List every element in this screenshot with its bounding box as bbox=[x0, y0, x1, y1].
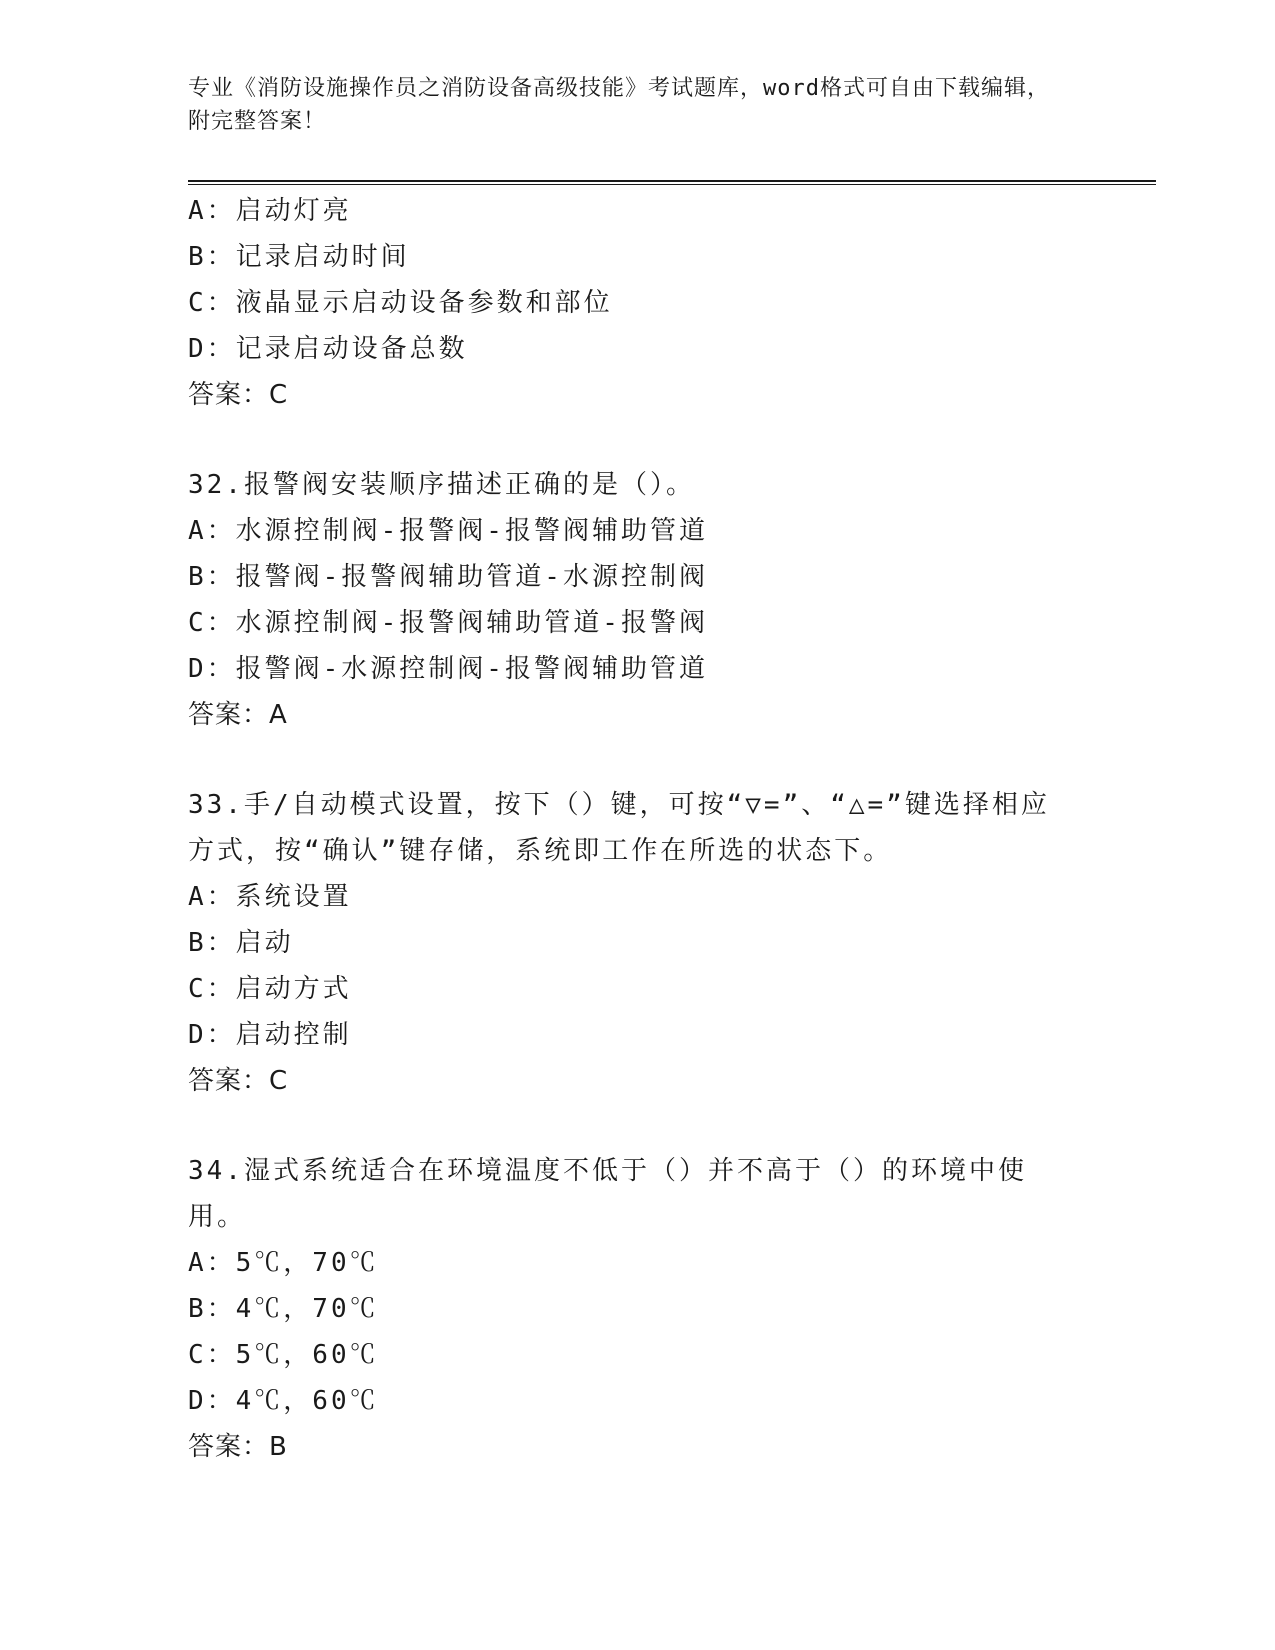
question-31-tail bbox=[188, 188, 1148, 418]
option-c: C：5℃，60℃ bbox=[188, 1340, 379, 1370]
question-stem: 34.湿式系统适合在环境温度不低于（）并不高于（）的环境中使用。 bbox=[188, 1156, 1027, 1232]
option-b: B：报警阀-报警阀辅助管道-水源控制阀 bbox=[188, 562, 708, 592]
question-stem: 33.手/自动模式设置，按下（）键，可按“▽=”、“△=”键选择相应方式，按“确认”键存储，系统即工作在所选的状态下。 bbox=[188, 790, 1050, 866]
option-b: B：4℃，70℃ bbox=[188, 1294, 379, 1324]
answer-line: 答案：A bbox=[188, 700, 288, 730]
option-b: B：启动 bbox=[188, 928, 294, 958]
answer-line: 答案：C bbox=[188, 380, 289, 410]
option-d: D：4℃，60℃ bbox=[188, 1386, 379, 1416]
option-c: C：液晶显示启动设备参数和部位 bbox=[188, 288, 613, 318]
question-32 bbox=[188, 462, 1148, 738]
question-33 bbox=[188, 782, 1148, 1104]
option-a: A：水源控制阀-报警阀-报警阀辅助管道 bbox=[188, 516, 708, 546]
answer-line: 答案：B bbox=[188, 1432, 288, 1462]
option-a: A：5℃，70℃ bbox=[188, 1248, 379, 1278]
header-divider bbox=[188, 180, 1156, 185]
answer-line: 答案：C bbox=[188, 1066, 289, 1096]
option-d: D：报警阀-水源控制阀-报警阀辅助管道 bbox=[188, 654, 708, 684]
option-d: D：记录启动设备总数 bbox=[188, 334, 468, 364]
option-d: D：启动控制 bbox=[188, 1020, 352, 1050]
option-c: C：水源控制阀-报警阀辅助管道-报警阀 bbox=[188, 608, 708, 638]
question-list bbox=[188, 188, 1148, 1470]
option-b: B：记录启动时间 bbox=[188, 242, 410, 272]
question-34 bbox=[188, 1148, 1148, 1470]
option-a: A：系统设置 bbox=[188, 882, 352, 912]
option-a: A：启动灯亮 bbox=[188, 196, 352, 226]
question-stem: 32.报警阀安装顺序描述正确的是（）。 bbox=[188, 470, 695, 500]
option-c: C：启动方式 bbox=[188, 974, 352, 1004]
document-header: 专业《消防设施操作员之消防设备高级技能》考试题库，word格式可自由下载编辑，附完整答案！ bbox=[188, 76, 1050, 134]
